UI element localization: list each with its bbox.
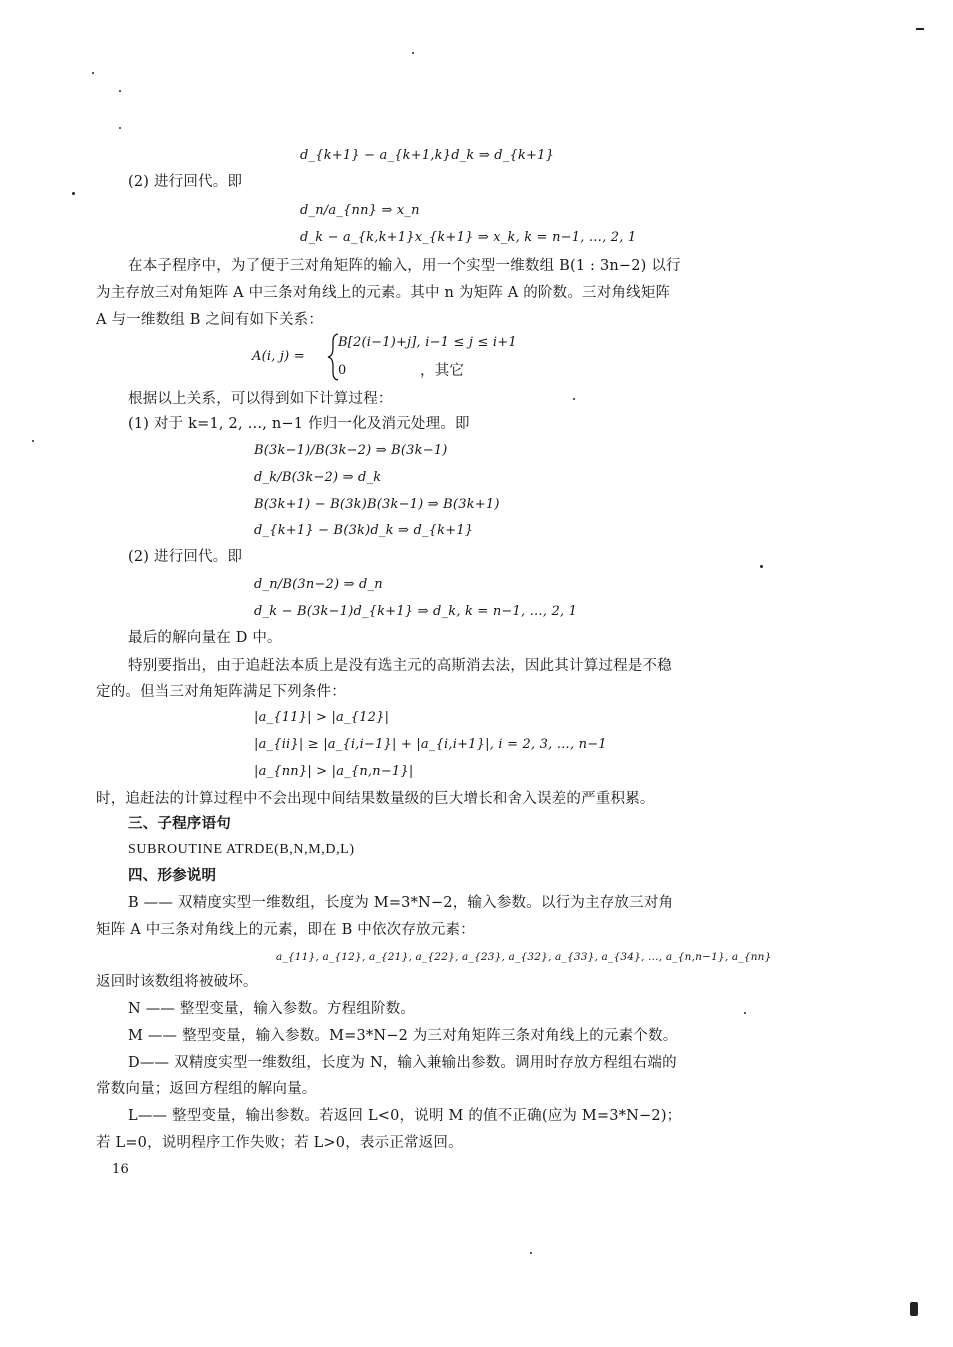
- formula-d-eliminate: d_{k+1} − B(3k)d_k ⇒ d_{k+1}: [254, 523, 474, 538]
- step-back-substitution-heading: (2) 进行回代。即: [128, 174, 243, 190]
- param-d-description: D—— 双精度实型一维数组，长度为 N，输入兼输出参数。调用时存放方程组右端的: [128, 1055, 677, 1071]
- formula-dn: d_n/B(3n−2) ⇒ d_n: [254, 577, 383, 592]
- scan-speck: [412, 52, 414, 54]
- scan-speck: [916, 28, 924, 30]
- piecewise-lhs: A(i, j) =: [252, 349, 305, 364]
- scan-speck: [573, 398, 575, 400]
- paragraph-line: 特别要指出，由于追赶法本质上是没有选主元的高斯消去法，因此其计算过程是不稳: [128, 658, 672, 674]
- formula-forward-d-update: d_{k+1} − a_{k+1,k}d_k ⇒ d_{k+1}: [300, 148, 555, 163]
- subroutine-statement: SUBROUTINE ATRDE(B,N,M,D,L): [128, 842, 355, 857]
- scan-speck: [32, 440, 34, 442]
- condition-first-row: |a_{11}| > |a_{12}|: [254, 710, 390, 725]
- section-heading-parameters: 四、形参说明: [128, 867, 217, 884]
- paragraph-line: 为主存放三对角矩阵 A 中三条对角线上的元素。其中 n 为矩阵 A 的阶数。三对角线矩阵: [96, 285, 671, 301]
- scan-speck: [744, 1012, 746, 1014]
- formula-b-eliminate: B(3k+1) − B(3k)B(3k−1) ⇒ B(3k+1): [254, 497, 500, 512]
- formula-xn: d_n/a_{nn} ⇒ x_n: [300, 203, 420, 218]
- paragraph-line: 最后的解向量在 D 中。: [128, 630, 282, 646]
- paragraph-line: A 与一维数组 B 之间有如下关系：: [96, 312, 324, 328]
- scan-speck: [92, 72, 94, 74]
- step-back-substitution-heading-2: (2) 进行回代。即: [128, 549, 243, 565]
- formula-dk: d_k − B(3k−1)d_{k+1} ⇒ d_k, k = n−1, …, 2, 1: [254, 604, 578, 619]
- param-l-description: L—— 整型变量，输出参数。若返回 L<0，说明 M 的值不正确(应为 M=3*N−2)；: [128, 1108, 682, 1124]
- scan-speck: [119, 90, 121, 92]
- formula-dk-normalize: d_k/B(3k−2) ⇒ d_k: [254, 470, 382, 485]
- scan-speck: [910, 1302, 918, 1316]
- paragraph-line: 时，追赶法的计算过程中不会出现中间结果数量级的巨大增长和舍入误差的严重积累。: [96, 791, 655, 807]
- piecewise-case-2: 0: [338, 363, 347, 378]
- element-sequence: a_{11}, a_{12}, a_{21}, a_{22}, a_{23}, a_{32}, a_{33}, a_{34}, …, a_{n,n−1}, a_{nn}: [276, 951, 772, 963]
- param-l-description-cont: 若 L=0，说明程序工作失败；若 L>0，表示正常返回。: [96, 1135, 463, 1151]
- param-b-description-cont: 矩阵 A 中三条对角线上的元素，即在 B 中依次存放元素：: [96, 922, 475, 938]
- scan-speck: [530, 1252, 532, 1254]
- step-normalization-heading: (1) 对于 k=1, 2, …, n−1 作归一化及消元处理。即: [128, 416, 470, 432]
- param-d-description-cont: 常数向量；返回方程组的解向量。: [96, 1081, 317, 1097]
- param-n-description: N —— 整型变量，输入参数。方程组阶数。: [128, 1001, 416, 1017]
- section-heading-subroutine-statement: 三、子程序语句: [128, 815, 231, 832]
- paragraph-line: 定的。但当三对角矩阵满足下列条件：: [96, 684, 346, 700]
- condition-middle-rows: |a_{ii}| ≥ |a_{i,i−1}| + |a_{i,i+1}|, i = 2, 3, …, n−1: [254, 737, 607, 752]
- param-b-note: 返回时该数组将被破坏。: [96, 974, 258, 990]
- paragraph-line: 根据以上关系，可以得到如下计算过程：: [128, 391, 393, 407]
- formula-b-normalize: B(3k−1)/B(3k−2) ⇒ B(3k−1): [254, 443, 448, 458]
- formula-xk: d_k − a_{k,k+1}x_{k+1} ⇒ x_k, k = n−1, …, 2, 1: [300, 230, 637, 245]
- param-m-description: M —— 整型变量，输入参数。M=3*N−2 为三对角矩阵三条对角线上的元素个数。: [128, 1028, 678, 1044]
- page-number: 16: [112, 1162, 129, 1177]
- paragraph-line: 在本子程序中，为了便于三对角矩阵的输入，用一个实型一维数组 B(1 : 3n−2) 以行: [128, 258, 681, 274]
- piecewise-case-2-label: ，其它: [420, 363, 465, 379]
- condition-last-row: |a_{nn}| > |a_{n,n−1}|: [254, 764, 414, 779]
- scan-speck: [72, 192, 75, 195]
- scan-speck: [119, 127, 121, 129]
- piecewise-case-1: B[2(i−1)+j], i−1 ≤ j ≤ i+1: [338, 335, 517, 350]
- param-b-description: B —— 双精度实型一维数组，长度为 M=3*N−2，输入参数。以行为主存放三对角: [128, 895, 674, 911]
- scan-speck: [760, 565, 763, 568]
